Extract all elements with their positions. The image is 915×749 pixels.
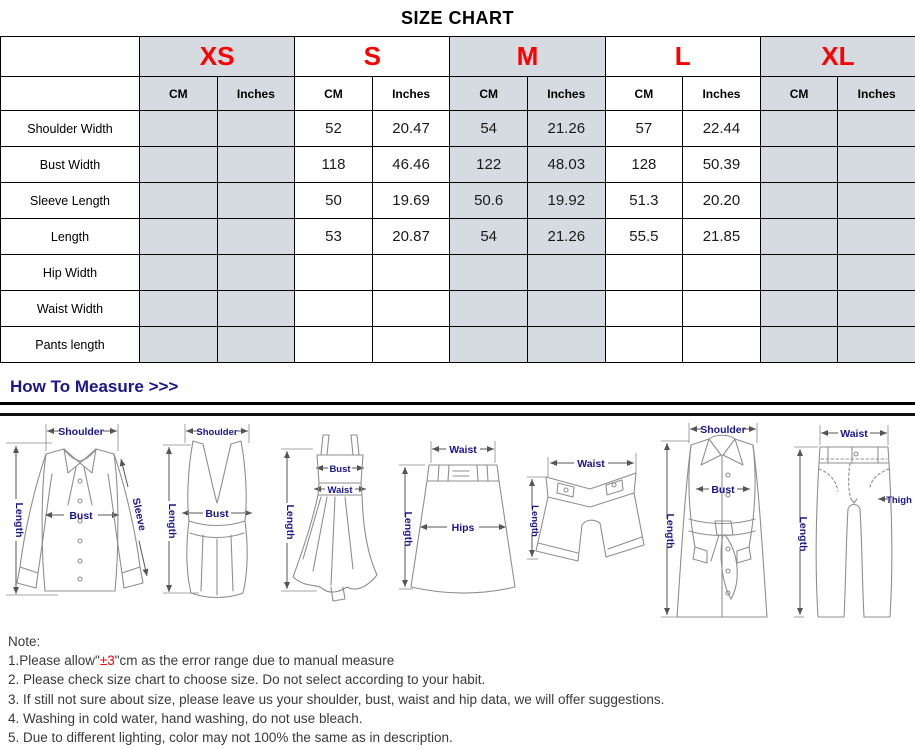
cami-waist-label: Waist (327, 485, 353, 496)
value-cell (217, 219, 295, 255)
table-row (1, 255, 915, 291)
value-cell (295, 327, 373, 363)
page-title: SIZE CHART (401, 8, 514, 28)
note-item-4: 4. Washing in cold water, hand washing, do not use bleach. (8, 710, 363, 726)
value-cell: 50.39 (683, 147, 761, 183)
value-cell (838, 255, 915, 291)
value-cell (527, 291, 605, 327)
value-cell (683, 291, 761, 327)
value-cell: 51.3 (605, 183, 683, 219)
value-cell (217, 183, 295, 219)
how-to-measure-title: How To Measure (10, 377, 144, 396)
blouse-length-label: Length (13, 502, 25, 538)
value-cell: 20.20 (683, 183, 761, 219)
value-cell (217, 327, 295, 363)
value-cell: 53 (295, 219, 373, 255)
table-row (1, 183, 915, 219)
unit-header-row (1, 77, 915, 111)
unit-header: Inches (372, 77, 450, 111)
value-cell (372, 255, 450, 291)
coat-bust-label: Bust (711, 484, 735, 496)
row-label: Sleeve Length (1, 183, 140, 219)
coat-outline (677, 435, 767, 617)
row-label: Hip Width (1, 255, 140, 291)
how-to-measure-heading (10, 377, 915, 397)
table-row (1, 291, 915, 327)
note-item-3: 3. If still not sure about size, please leave us your shoulder, bust, waist and hip data, we will offer suggestions. (8, 691, 665, 707)
value-cell (140, 219, 218, 255)
shorts-diagram (524, 419, 651, 619)
vest-shoulder-label: Shoulder (196, 427, 238, 438)
value-cell (295, 255, 373, 291)
row-label: Shoulder Width (1, 111, 140, 147)
value-cell (605, 327, 683, 363)
row-label: Waist Width (1, 291, 140, 327)
vest-length-label: Length (166, 503, 178, 539)
corner-cell (1, 37, 140, 77)
skirt-dimension-lines (399, 441, 506, 589)
row-label: Length (1, 219, 140, 255)
chevrons-right-icon: >>> (148, 377, 179, 396)
value-cell: 122 (450, 147, 528, 183)
value-cell (838, 219, 915, 255)
value-cell (295, 291, 373, 327)
pants-waist-label: Waist (840, 428, 868, 440)
shorts-length-label: Length (529, 505, 540, 537)
value-cell (838, 147, 915, 183)
pants-thigh-label: Thigh (886, 495, 912, 506)
table-row (1, 147, 915, 183)
value-cell (217, 255, 295, 291)
value-cell (217, 147, 295, 183)
cami-length-label: Length (284, 504, 296, 540)
pants-length-label: Length (797, 516, 809, 552)
value-cell (217, 111, 295, 147)
value-cell (760, 219, 838, 255)
value-cell (140, 111, 218, 147)
coat-diagram (651, 419, 788, 622)
value-cell: 57 (605, 111, 683, 147)
shorts-outline (536, 473, 644, 561)
value-cell: 21.26 (527, 219, 605, 255)
value-cell: 46.46 (372, 147, 450, 183)
unit-header: Inches (838, 77, 915, 111)
value-cell: 22.44 (683, 111, 761, 147)
value-cell (760, 255, 838, 291)
value-cell (760, 291, 838, 327)
size-chart-table (0, 36, 915, 363)
size-header-s: S (295, 37, 450, 77)
unit-header: Inches (527, 77, 605, 111)
value-cell (450, 327, 528, 363)
skirt-waist-label: Waist (449, 444, 477, 456)
value-cell (605, 291, 683, 327)
value-cell (760, 147, 838, 183)
table-row (1, 327, 915, 363)
value-cell (683, 255, 761, 291)
value-cell: 19.69 (372, 183, 450, 219)
value-cell: 50 (295, 183, 373, 219)
value-cell: 128 (605, 147, 683, 183)
size-header-xs: XS (140, 37, 295, 77)
value-cell (683, 327, 761, 363)
value-cell: 20.87 (372, 219, 450, 255)
value-cell (450, 291, 528, 327)
value-cell (838, 327, 915, 363)
value-cell: 19.92 (527, 183, 605, 219)
skirt-length-label: Length (402, 511, 414, 547)
value-cell: 52 (295, 111, 373, 147)
size-header-m: M (450, 37, 605, 77)
row-label: Bust Width (1, 147, 140, 183)
value-cell (527, 327, 605, 363)
value-cell: 118 (295, 147, 373, 183)
value-cell (372, 291, 450, 327)
skirt-diagram (391, 419, 524, 619)
section-divider (0, 402, 915, 416)
value-cell (140, 291, 218, 327)
value-cell (760, 327, 838, 363)
value-cell: 54 (450, 219, 528, 255)
note-item-1 (8, 651, 915, 670)
value-cell (760, 111, 838, 147)
note-1-suffix: "cm as the error range due to manual measure (114, 653, 395, 669)
unit-header: CM (140, 77, 218, 111)
unit-header: CM (295, 77, 373, 111)
unit-header: CM (760, 77, 838, 111)
skirt-hips-label: Hips (451, 522, 475, 534)
shorts-waist-label: Waist (577, 458, 605, 470)
value-cell (140, 255, 218, 291)
cami-dress-diagram (273, 419, 391, 619)
note-item-2: 2. Please check size chart to choose size. Do not select according to your habit. (8, 672, 486, 688)
table-row (1, 219, 915, 255)
pants-diagram (788, 419, 915, 622)
table-row (1, 111, 915, 147)
blouse-bust-label: Bust (69, 510, 93, 522)
note-item-5: 5. Due to different lighting, color may not 100% the same as in description. (8, 730, 453, 746)
value-cell (217, 291, 295, 327)
value-cell (450, 255, 528, 291)
value-cell: 48.03 (527, 147, 605, 183)
value-cell (140, 147, 218, 183)
value-cell (140, 327, 218, 363)
vest-diagram (155, 419, 273, 619)
vest-bust-label: Bust (205, 508, 229, 520)
value-cell: 20.47 (372, 111, 450, 147)
value-cell (838, 183, 915, 219)
size-header-row (1, 37, 915, 77)
value-cell (527, 255, 605, 291)
note-1-tolerance: ±3 (99, 653, 115, 669)
unit-header: Inches (683, 77, 761, 111)
value-cell: 50.6 (450, 183, 528, 219)
measurement-diagrams (0, 419, 915, 622)
blouse-sleeve-label: Sleeve (129, 496, 149, 532)
pants-outline (816, 447, 892, 617)
value-cell (140, 183, 218, 219)
value-cell (372, 327, 450, 363)
row-label: Pants length (1, 327, 140, 363)
notes-heading: Note: (8, 634, 41, 649)
value-cell: 21.26 (527, 111, 605, 147)
notes-section (8, 632, 915, 747)
coat-length-label: Length (664, 513, 676, 549)
value-cell (760, 183, 838, 219)
coat-shoulder-label: Shoulder (700, 424, 746, 436)
value-cell: 54 (450, 111, 528, 147)
blouse-shoulder-label: Shoulder (58, 426, 104, 438)
corner-cell (1, 77, 140, 111)
value-cell: 55.5 (605, 219, 683, 255)
unit-header: Inches (217, 77, 295, 111)
value-cell (605, 255, 683, 291)
value-cell (838, 291, 915, 327)
value-cell: 21.85 (683, 219, 761, 255)
note-1-prefix: 1.Please allow" (8, 653, 100, 669)
size-header-l: L (605, 37, 760, 77)
unit-header: CM (450, 77, 528, 111)
unit-header: CM (605, 77, 683, 111)
cami-outline (293, 435, 377, 601)
size-header-xl: XL (760, 37, 915, 77)
value-cell (838, 111, 915, 147)
blouse-diagram (0, 419, 155, 619)
cami-bust-label: Bust (329, 464, 351, 475)
